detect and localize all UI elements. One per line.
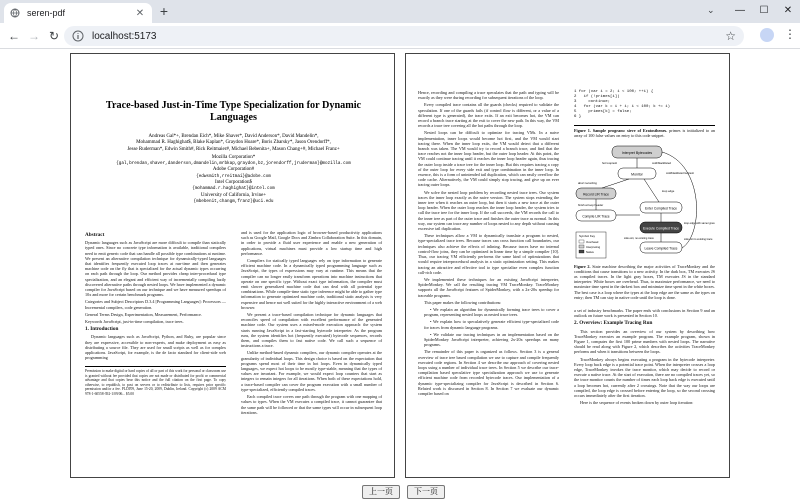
- next-page-button[interactable]: 下一页: [407, 485, 445, 499]
- body-paragraph: We implemented these techniques for an existing JavaScript interpreter, SpiderMonkey. We call the resulting tracing VM TraceMonkey. TraceMonkey supports all the JavaScript features of SpiderMonkey, with a 2x-20x speedup for traceable programs.: [418, 276, 559, 298]
- pdf-page-2: [405, 53, 730, 478]
- affiliation-email: {mohammad.r.haghighat}@intel.com: [192, 186, 275, 192]
- maximize-icon[interactable]: ☐: [759, 5, 769, 16]
- state-machine-diagram: [574, 144, 715, 262]
- keywords-text: Keywords JavaScript, just-in-time compilation, trace trees.: [85, 319, 184, 325]
- code-listing: 1 for (var i = 2; i < 100; ++i) { 2 if (!primes[i]) 3 continue; 4 for (var k = i + i; i < 100; k += i) 5 primes[k] = false; 6 }: [574, 90, 671, 119]
- body-paragraph: The remainder of this paper is organized as follows. Section 3 is a general overview of trace tree based compilation we use to capture and compile frequently executed code regions. In Section 4 we describe our approach of covering nested loops using a number of individual trace trees. In Section 5 we describe our trace-compilation based speculative type specialization approach we use to generate efficient machine code from recorded bytecode traces. Our implementation of a dynamic type-specializing compiler for JavaScript is described in Section 6. Related work is discussed in Section 8. In Section 7 we evaluate our dynamic compiler based on: [418, 349, 559, 396]
- affiliation-name: Intel Corporation$: [214, 180, 253, 186]
- close-icon[interactable]: ✕: [135, 7, 145, 19]
- body-paragraph: This paper makes the following contributions:: [424, 299, 502, 305]
- svg-text:Enter Compiled Trace: Enter Compiled Trace: [645, 206, 677, 211]
- reload-icon[interactable]: ↻: [48, 29, 60, 43]
- svg-text:abort recording: abort recording: [578, 181, 597, 186]
- affiliation-email: {edwsmith,rreitmai}@adobe.com: [196, 173, 271, 179]
- body-paragraph: TraceMonkey always begins executing a program in the bytecode interpreter. Every loop back edge is a potential trace point. When the interpreter crosses a loop edge, TraceMonkey invokes the trace monitor, which may decide to record or execute a native trace. At the start of execution, there are no compiled traces yet, so the trace monitor counts the number of times each loop back edge is executed until a loop becomes hot, currently after 2 crossings. Note that the way our loops are compiled, the loop edge is crossed before entering the loop, so the second crossing occurs immediately after the first iteration.: [574, 356, 715, 399]
- intro-text: Dynamic languages such as JavaScript, Python, and Ruby, are popular since they are expressive, accessible to non-experts, and make deployment as easy as distributing a source file. They are used for small scripts as well as for complex applications. JavaScript, for example, is the de facto standard for client-side web programming: [85, 334, 226, 361]
- body-paragraph: Hence, recording and compiling a trace speculates that the path and typing will be exactly as they were during recording for subsequent iterations of the loop.: [418, 90, 559, 101]
- figure-2-caption: Figure 2. State machine describing the major activities of TraceMonkey and the conditions that cause transitions to a new activity. In the dark box, TM executes JS as compiled traces. In the light gray boxes, TM executes JS in the standard interpreter. White boxes are overhead. Thus, to maximize performance, we need to maximize time spent in the darkest box and minimize time spent in the white boxes. The best case is a loop where the types at the loop edge are the same as the types on entry; then TM can stay in native code until the loop is done.: [574, 263, 715, 300]
- svg-text:cold/blacklisted: cold/blacklisted: [652, 161, 671, 166]
- abstract-text: Dynamic languages such as JavaScript are more difficult to compile than statically typed ones. Since no concrete type information is available, traditional compilers need to emit generic code that can handle all possible type combinations at runtime. We present an alternative compilation technique for dynamically-typed languages that identifies frequently executed loop traces at run-time and then generates machine code on the fly that is specialized for the actual dynamic types occurring on each path through the loop. Our method provides cheap inter-procedural type specialization, and an elegant and efficient way of incrementally compiling lazily discovered alternative paths through nested loops. We have implemented a dynamic compiler for JavaScript based on our technique and we have measured speedups of 10x and more for certain benchmark programs.: [85, 240, 226, 298]
- general-terms-text: General Terms Design, Experimentation, Measurement, Performance.: [85, 311, 202, 317]
- new-tab-icon[interactable]: +: [159, 3, 169, 19]
- body-paragraph: Compilers for statically typed languages rely on type information to generate efficient machine code. In a dynamically typed programming language such as JavaScript, the types of expressions may vary at runtime. This means that the compiler can no longer easily transform operations into machine instructions that operate on one specific type. Without exact type information, the compiler must emit slower generalized machine code that can deal with all potential type combinations. While compile-time static type inference might be able to gather type information to generate optimized machine code, traditional static analysis is very expensive and hence not well suited for the highly interactive environment of a web browser.: [241, 258, 382, 310]
- url-text[interactable]: localhost:5173: [92, 30, 157, 42]
- svg-text:Leave Compiled Trace: Leave Compiled Trace: [644, 246, 678, 251]
- svg-text:Interpret Bytecodes: Interpret Bytecodes: [621, 151, 653, 156]
- diagram-edges: [596, 152, 697, 248]
- body-paragraph: Nested loops can be difficult to optimize for tracing VMs. In a naive implementation, inner loops would become hot first, and the VM would start tracing there. When the inner loop exits, the VM would detect that a different branch was taken. The VM would try to record a branch trace, and find that the trace reaches not the inner loop header, but the outer loop header. At this point, the VM could continue tracing until it reaches the inner loop header again, thus tracing the outer loop inside a trace tree for the inner loop. But this requires tracing a copy of the outer loop for every side exit and type combination in the inner loop. In essence, this is a form of unintended tail duplication, which can easily overflow the code cache. Alternatively, the VM could simply stop tracing, and give up on ever tracing outer loops.: [418, 130, 559, 188]
- body-paragraph: Unlike method-based dynamic compilers, our dynamic compiler operates at the granularity of individual loops. This design choice is based on the expectation that programs spend most of their time in hot loops. Even in dynamically typed languages, we expect hot loops to be mostly type-stable, meaning that the types of values are invariant. For example, we would expect loop counters that start as integers to remain integers for all iterations. When both of these expectations hold, a trace-based compiler can cover the program execution with a small number of type-specialized, efficiently compiled traces.: [241, 350, 382, 392]
- svg-text:Monitor: Monitor: [631, 172, 643, 177]
- globe-icon: [10, 8, 20, 18]
- affiliation-name: Mozilla Corporation*: [211, 154, 256, 160]
- tab-search-icon[interactable]: ⌄: [707, 5, 715, 15]
- minimize-icon[interactable]: —: [735, 5, 745, 16]
- pdf-page-1: [70, 53, 395, 478]
- browser-tab[interactable]: [4, 3, 152, 23]
- svg-text:finish at loop header: finish at loop header: [578, 203, 604, 208]
- svg-text:Interpreting: Interpreting: [586, 245, 601, 250]
- author-line: Mohammad R. Haghighat$, Blake Kaplan*, Graydon Hoare*, Boris Zbarsky*, Jason Orendorff*,: [136, 140, 331, 146]
- pdf-viewer: [0, 49, 800, 503]
- affiliation-email: {mbebenit,changm,franz}@uci.edu: [193, 198, 274, 204]
- body-paragraph: We solve the nested loop problem by recording nested trace trees. Our system traces the inner loop exactly as the naive version. The system stops extending the inner tree when it reaches an outer loop, but then it starts a new trace at the outer loop header. When the outer loop reaches the inner loop header, the system tries to call the trace tree for the inner loop. If the call succeeds, the VM records the call to the inner tree as part of the outer trace and finishes the outer trace as normal. In this way, our system can trace any number of loops nested to any depth without causing excessive tail duplication.: [418, 189, 559, 232]
- previous-page-button[interactable]: 上一页: [362, 485, 400, 499]
- bullet-item: • We explain how to speculatively generate efficient type-specialized code for traces from dynamic language programs.: [424, 319, 560, 330]
- bullet-item: • We explain an algorithm for dynamically forming trace trees to cover a program, representing nested loops as nested trace trees.: [424, 306, 559, 318]
- author-line: Andreas Gal*+, Brendan Eich*, Mike Shaver*, David Anderson*, David Mandelin*,: [148, 134, 319, 139]
- site-info-icon[interactable]: [72, 30, 84, 42]
- address-bar[interactable]: [64, 26, 744, 46]
- svg-text:hot loop/exit: hot loop/exit: [602, 161, 618, 166]
- affiliation-email: {gal,brendan,shaver,danderson,dmandelin,mrbkap,graydon,bz,jorendorff,jruderman}@mozilla.com: [116, 161, 351, 167]
- body-paragraph: and is used for the application logic of browser-based productivity applications such as Google Mail, Google Docs and Zimbra Collaboration Suite. In this domain, in order to provide a fluid user experience and enable a new generation of applications, virtual machines must provide a low startup time and high performance.: [241, 230, 382, 256]
- body-paragraph: Each compiled trace covers one path through the program with one mapping of values to types. When the VM executes a compiled trace, it cannot guarantee that the same path will be followed or that the same types will occur in subsequent loop iterations.: [241, 394, 382, 415]
- categories-text: Categories and Subject Descriptors D.3.4 [Programming Languages]: Processors — Incremental compilers, code generation.: [85, 299, 226, 310]
- svg-text:Record LIR Trace: Record LIR Trace: [583, 192, 609, 197]
- abstract-heading: Abstract: [85, 232, 105, 238]
- paper-title: Trace-based Just-in-Time Type Specialization for Dynamic Languages: [105, 100, 362, 123]
- body-paragraph: Every compiled trace contains all the guards (checks) required to validate the speculation. If one of the guards fails (if control flow is different, or a value of a different type is generated), the trace exits. If an exit becomes hot, the VM can record a branch trace starting at the exit to cover the new path. In this way, the VM records a trace tree covering all the hot paths through the loop.: [418, 102, 559, 129]
- window-close-icon[interactable]: ✕: [783, 5, 793, 16]
- affiliation-name: University of California, Irvine+: [200, 192, 267, 198]
- column-2: [241, 230, 382, 417]
- bullet-item: • We validate our tracing techniques in an implementation based on the SpiderMonkey JavaScript interpreter, achieving 2x-20x speedups on many programs.: [424, 331, 559, 348]
- body-paragraph: a set of industry benchmarks. The paper ends with conclusions in Section 9 and an outlook on future work is presented in Section 10.: [574, 308, 715, 319]
- column-4: [574, 90, 715, 407]
- svg-text:loop edge: loop edge: [662, 189, 675, 194]
- svg-text:Overhead: Overhead: [586, 240, 599, 245]
- svg-text:side exit, no existing trace: side exit, no existing trace: [624, 237, 654, 241]
- back-arrow-icon[interactable]: ←: [8, 29, 20, 43]
- svg-text:Symbol Key: Symbol Key: [579, 234, 596, 239]
- section-2-heading: 2. Overview: Example Tracing Run: [574, 320, 653, 327]
- column-3: [418, 90, 559, 398]
- body-paragraph: Here is the sequence of events broken down by outer loop iteration:: [580, 400, 694, 406]
- copyright-notice: Permission to make digital or hard copies of all or part of this work for personal or classroom use is granted without fee provided that copies are not made or distributed for profit or commercial advantage and that copies bear this notice and the full citation on the first page. To copy otherwise, to republish, to post on servers or to redistribute to lists, requires prior specific permission and/or a fee. PLDI'09, June 15-20, 2009, Dublin, Ireland. Copyright (c) 2009 ACM 978-1-60558-392-1/09/06... $5.00: [85, 366, 226, 395]
- more-menu-icon[interactable]: ⋮: [784, 27, 796, 41]
- tab-title: seren-pdf: [27, 8, 66, 18]
- svg-text:cold/blacklisted loop/exit: cold/blacklisted loop/exit: [666, 172, 694, 176]
- svg-text:Compile LIR Trace: Compile LIR Trace: [582, 214, 610, 219]
- paper-authors: [83, 134, 384, 205]
- body-paragraph: This section provides an overview of our system by describing how TraceMonkey executes an example program. The example program, shown in Figure 1, computes the first 100 prime numbers with nested loops. The narrative should be read along with Figure 2, which describes the activities TraceMonkey performs and when it transitions between the loops.: [574, 328, 715, 355]
- forward-arrow-icon[interactable]: →: [28, 29, 40, 43]
- svg-text:side exit to existing trace: side exit to existing trace: [684, 238, 713, 242]
- author-line: Jesse Ruderman*, Edwin Smith#, Rick Reitmaier#, Michael Bebenita+, Mason Chang+#, Michael Franz+: [127, 146, 340, 152]
- svg-text:Native: Native: [586, 250, 594, 255]
- svg-text:Execute Compiled Trace: Execute Compiled Trace: [643, 226, 679, 231]
- profile-avatar-icon[interactable]: [760, 28, 774, 42]
- body-paragraph: These techniques allow a VM to dynamically translate a program to nested, type-specialized trace trees. Because traces can cross function call boundaries, our techniques also achieve the effects of inlining. Because traces have no internal control-flow joins, they can be optimized in linear time by a simple compiler [10]. Thus, our tracing VM efficiently performs the same kind of optimizations that would require interprocedural analysis in a static optimization setting. This makes tracing an attractive and effective tool to type specialize even complex function call-rich code.: [418, 233, 559, 275]
- column-1: [85, 230, 226, 396]
- tab-strip: [0, 0, 800, 23]
- browser-toolbar: [0, 23, 800, 49]
- figure-1-caption: Figure 1. Sample program: sieve of Eratosthenes. primes is initialized to an array of 100 false values on entry to this code snippet.: [574, 128, 715, 139]
- body-paragraph: We present a trace-based compilation technique for dynamic languages that reconciles speed of compilation with excellent performance of the generated machine code. Our system uses a mixed-mode execution approach: the system starts running JavaScript in a fast-starting bytecode interpreter. As the program runs, the system identifies hot (frequently executed) bytecode sequences, records them, and compiles them to fast native code. We call such a sequence of instructions a trace.: [241, 312, 382, 349]
- svg-text:loop edge with same types: loop edge with same types: [684, 222, 715, 226]
- bookmark-star-icon[interactable]: ☆: [725, 29, 736, 43]
- affiliation-name: Adobe Corporation#: [212, 167, 255, 173]
- intro-heading: 1. Introduction: [85, 326, 119, 333]
